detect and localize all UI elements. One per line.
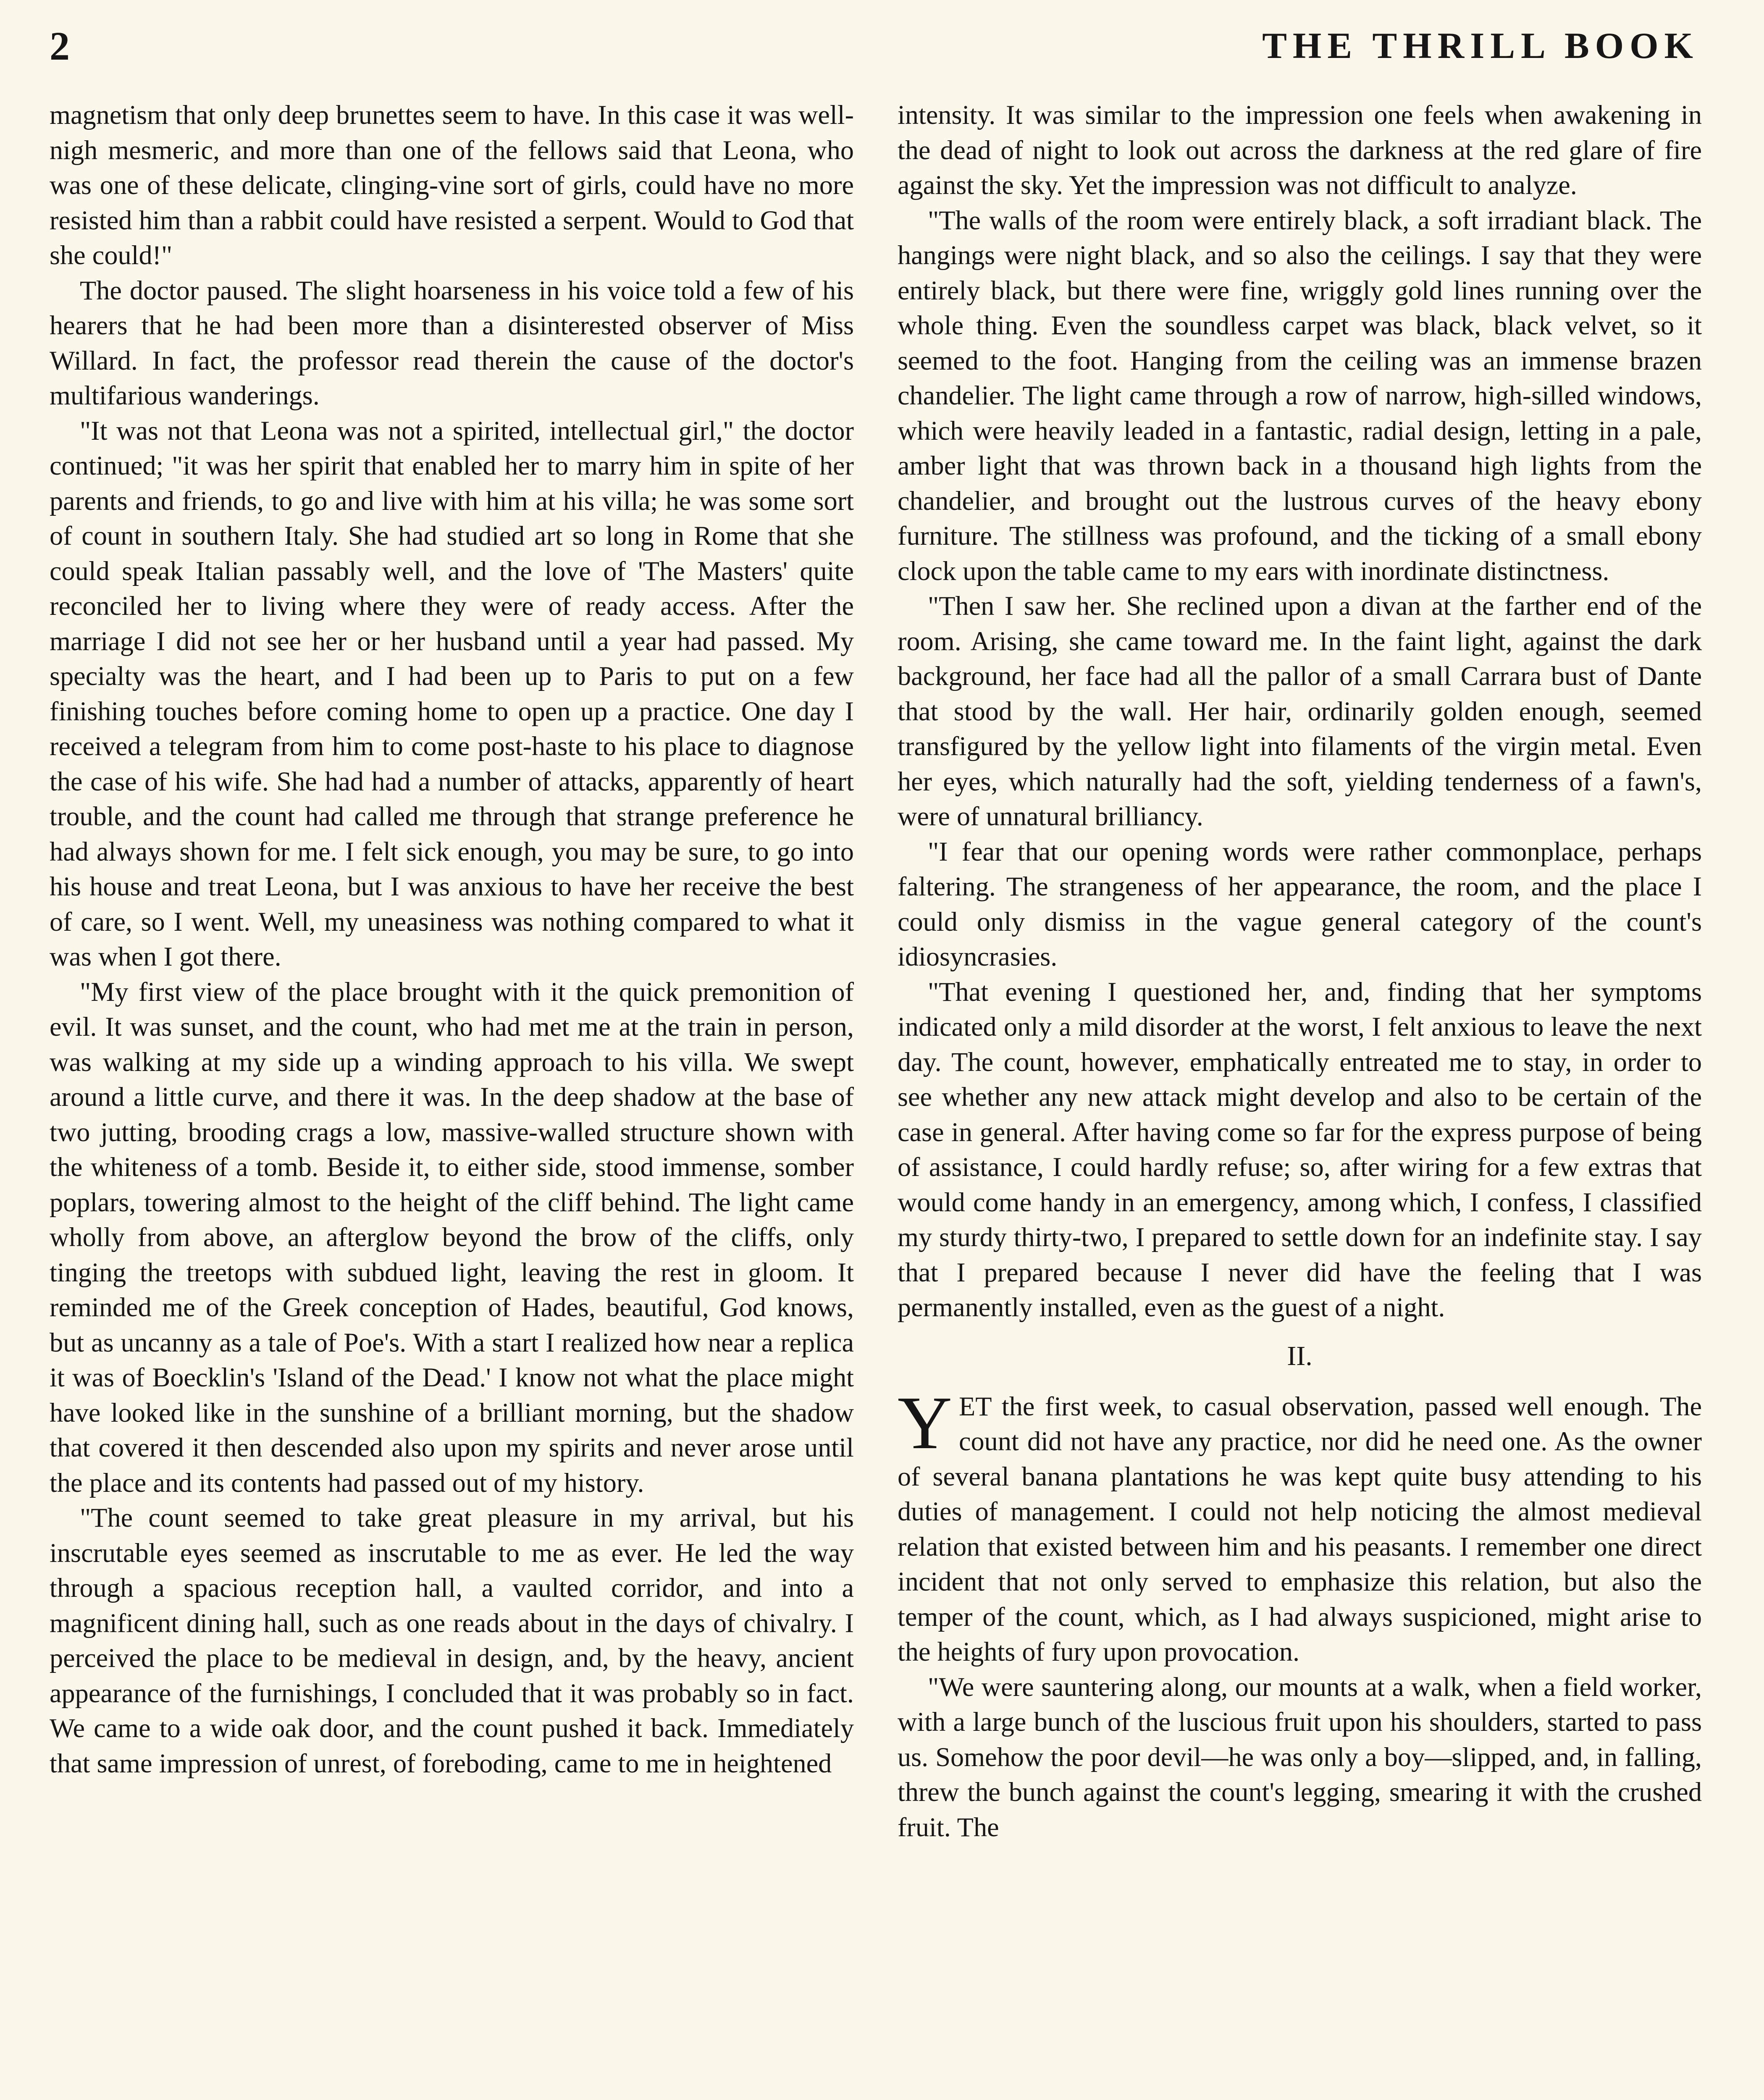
right-column (898, 97, 1702, 1845)
drop-cap: Y (898, 1381, 952, 1465)
paragraph: "I fear that our opening words were rather commonplace, perhaps faltering. The strangeness of her appearance, the room, and the place I could only dismiss in the vague general category of the count's idiosyncrasies. (898, 836, 1702, 971)
paragraph: "Then I saw her. She reclined upon a divan at the farther end of the room. Arising, she came toward me. In the faint light, against the dark background, her face had all the pallor of a small Carrara bust of Dante that stood by the wall. Her hair, ordinarily golden enough, seemed transfigured by the yellow light into filaments of the virgin metal. Even her eyes, which naturally had the soft, yielding tenderness of a fawn's, were of unnatural brilliancy. (898, 591, 1702, 831)
section-opening-paragraph (898, 1381, 1702, 1670)
paragraph: "We were sauntering along, our mounts at a walk, when a field worker, with a large bunch of the luscious fruit upon his shoulders, started to pass us. Somehow the poor devil—he was only a boy—slipped, and, in falling, threw the bunch against the count's legging, smearing it with the crushed fruit. The (898, 1672, 1702, 1842)
page-number: 2 (50, 24, 70, 68)
paragraph: "That evening I questioned her, and, finding that her symptoms indicated only a mild disorder at the worst, I felt anxious to leave the next day. The count, however, emphatically entreated me to stay, in order to see whether any new attack might develop and also to be certain of the case in general. After having come so far for the express purpose of being of assistance, I could hardly refuse; so, after wiring for a few extras that would come handy in an emergency, among which, I confess, I classified my sturdy thirty-two, I prepared to settle down for an indefinite stay. I say that I prepared because I never did have the feeling that I was permanently installed, even as the guest of a night. (898, 976, 1702, 1322)
paragraph: intensity. It was similar to the impression one feels when awakening in the dead of night to look out across the darkness at the red glare of fire against the sky. Yet the impression was not difficult to analyze. (898, 100, 1702, 200)
running-head: THE THRILL BOOK (1262, 26, 1699, 66)
paragraph: magnetism that only deep brunettes seem to have. In this case it was well-nigh mesmeric, and more than one of the fellows said that Leona, who was one of these delicate, clinging-vine sort of girls, could have no more resisted him than a rabbit could have resisted a serpent. Would to God that she could!" (50, 100, 854, 270)
section-heading: II. (1287, 1340, 1312, 1371)
paragraph-text: ET the first week, to casual observation, passed well enough. The count did not have any practice, nor did he need one. As the owner of several banana plantations he was kept quite busy attending to his duties of management. I could not help noticing the almost medieval relation that existed between him and his peasants. I remember one direct incident that not only served to emphasize this relation, but also the temper of the count, which, as I had always suspicioned, might arise to the heights of fury upon provocation. (898, 1391, 1702, 1667)
left-column (50, 97, 854, 1781)
paragraph: "It was not that Leona was not a spirited, intellectual girl," the doctor continued; "it was her spirit that enabled her to marry him in spite of her parents and friends, to go and live with him at his villa; he was some sort of count in southern Italy. She had studied art so long in Rome that she could speak Italian passably well, and the love of 'The Masters' quite reconciled her to living where they were of ready access. After the marriage I did not see her or her husband until a year had passed. My specialty was the heart, and I had been up to Paris to put on a few finishing touches before coming home to open up a practice. One day I received a telegram from him to come post-haste to his place to diagnose the case of his wife. She had had a number of attacks, apparently of heart trouble, and the count had called me through that strange preference he had always shown for me. I felt sick enough, you may be sure, to go into his house and treat Leona, but I was anxious to have her receive the best of care, so I went. Well, my uneasiness was nothing compared to what it was when I got there. (50, 415, 854, 971)
paragraph: The doctor paused. The slight hoarseness in his voice told a few of his hearers that he had been more than a disinterested observer of Miss Willard. In fact, the professor read therein the cause of the doctor's multifarious wanderings. (50, 275, 854, 410)
paragraph: "My first view of the place brought with it the quick premonition of evil. It was sunset, and the count, who had met me at the train in person, was walking at my side up a winding approach to his villa. We swept around a little curve, and there it was. In the deep shadow at the base of two jutting, brooding crags a low, massive-walled structure shown with the whiteness of a tomb. Beside it, to either side, stood immense, somber poplars, towering almost to the height of the cliff behind. The light came wholly from above, an afterglow beyond the brow of the cliffs, only tinging the treetops with subdued light, leaving the rest in gloom. It reminded me of the Greek conception of Hades, beautiful, God knows, but as uncanny as a tale of Poe's. With a start I realized how near a replica it was of Boecklin's 'Island of the Dead.' I know not what the place might have looked like in the sunshine of a brilliant morning, but the shadow that covered it then descended also upon my spirits and never arose until the place and its contents had passed out of my history. (50, 976, 854, 1498)
paragraph: "The walls of the room were entirely black, a soft irradiant black. The hangings were night black, and so also the ceilings. I say that they were entirely black, but there were fine, wriggly gold lines running over the whole thing. Even the soundless carpet was black, black velvet, so it seemed to the foot. Hanging from the ceiling was an immense brazen chandelier. The light came through a row of narrow, high-silled windows, which were heavily leaded in a fantastic, radial design, letting in a pale, amber light that was thrown back in a thousand high lights from the chandelier, and brought out the lustrous curves of the heavy ebony furniture. The stillness was profound, and the ticking of a small ebony clock upon the table came to my ears with inordinate distinctness. (898, 205, 1702, 586)
paragraph: "The count seemed to take great pleasure in my arrival, but his inscrutable eyes seemed as inscrutable to me as ever. He led the way through a spacious reception hall, a vaulted corridor, and into a magnificent dining hall, such as one reads about in the days of chivalry. I perceived the place to be medieval in design, and, by the heavy, ancient appearance of the furnishings, I concluded that it was probably so in fact. We came to a wide oak door, and the count pushed it back. Immediately that same impression of unrest, of foreboding, came to me in heightened (50, 1503, 854, 1778)
